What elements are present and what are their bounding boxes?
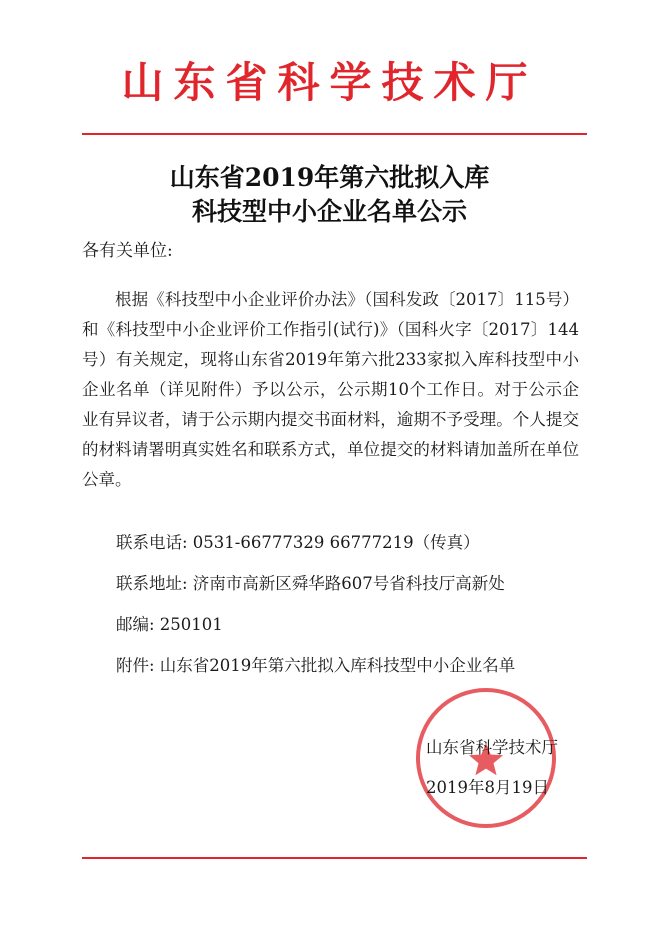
issuer-signature: 山东省科学技术厅 bbox=[426, 738, 558, 757]
official-seal-stamp bbox=[413, 685, 559, 831]
attachment-note: 附件: 山东省2019年第六批拟入库科技型中小企业名单 bbox=[116, 656, 516, 675]
footer-red-rule bbox=[82, 857, 587, 859]
notice-title-line2: 科技型中小企业名单公示 bbox=[191, 197, 467, 226]
issue-date: 2019年8月19日 bbox=[426, 778, 549, 797]
contact-address: 联系地址: 济南市高新区舜华路607号省科技厅高新处 bbox=[116, 574, 505, 593]
letterhead-red-rule bbox=[82, 133, 587, 135]
notice-body-paragraph: 根据《科技型中小企业评价办法》（国科发政〔2017〕115号）和《科技型中小企业评价工作指引(试行)》（国科火字〔2017〕144号）有关规定，现将山东省2019年第六批233家拟入库科技型中小企业名单（详见附件）予以公示，公示期10个工作日。对于公示企业有异议者，请于公示期内提交书面材料，逾期不予受理。个人提交的材料请署明真实姓名和联系方式，单位提交的材料请加盖所在单位公章。 bbox=[82, 290, 579, 489]
postcode: 邮编: 250101 bbox=[116, 615, 223, 634]
greeting: 各有关单位: bbox=[82, 241, 173, 261]
notice-title-line1: 山东省2019年第六批拟入库 bbox=[169, 163, 490, 192]
letterhead-title: 山东省科学技术厅 bbox=[121, 58, 538, 107]
contact-phone: 联系电话: 0531-66777329 66777219（传真） bbox=[116, 533, 480, 552]
